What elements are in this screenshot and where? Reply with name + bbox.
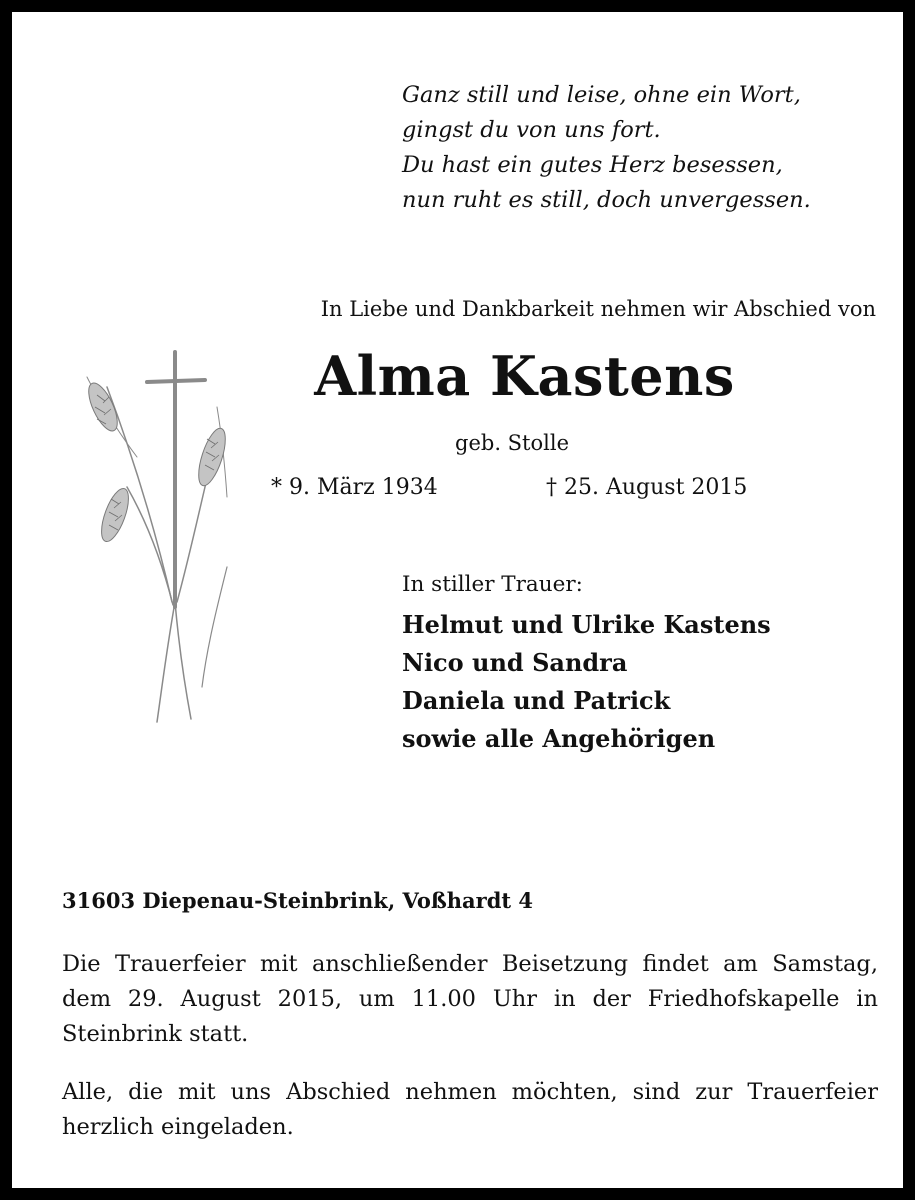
death-date: † 25. August 2015 [546,475,748,500]
poem [402,78,882,218]
poem-line: nun ruht es still, doch unvergessen. [402,187,811,213]
poem-line: gingst du von uns fort. [402,117,661,143]
birth-name: geb. Stolle [455,431,569,455]
mourner-entry: Nico und Sandra [402,648,628,677]
poem-line: Ganz still und leise, ohne ein Wort, [402,82,801,108]
address: 31603 Diepenau-Steinbrink, Voßhardt 4 [62,888,534,913]
funeral-service-paragraph: Die Trauerfeier mit anschließender Beisetzung findet am Samstag, dem 29. August 2015, um 11.00 Uhr in der Friedhofskapelle in Steinbrink statt. [62,951,878,1047]
farewell-intro: In Liebe und Dankbarkeit nehmen wir Abschied von [320,297,876,321]
invitation-paragraph: Alle, die mit uns Abschied nehmen möchten, sind zur Trauerfeier herzlich eingeladen. [62,1079,878,1140]
mourner-entry: sowie alle Angehörigen [402,724,716,753]
mourner-entry: Daniela und Patrick [402,686,671,715]
mourner-entry: Helmut und Ulrike Kastens [402,610,771,639]
mourners-intro: In stiller Trauer: [402,572,583,597]
deceased-name: Alma Kastens [314,344,735,408]
poem-line: Du hast ein gutes Herz besessen, [402,152,783,178]
mourners-list [402,606,771,758]
birth-date: * 9. März 1934 [271,475,438,500]
